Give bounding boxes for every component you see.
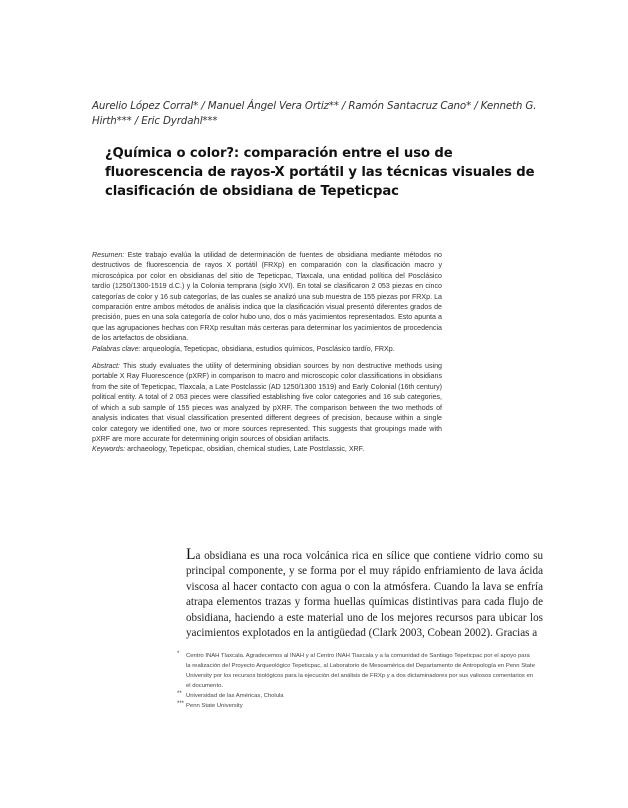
resumen-text: Este trabajo evalúa la utilidad de determinación de fuentes de obsidiana mediante métodos no destructivos de fluorescencia de rayos X portátil (FRXp) en comparación con la clasificación macro y microscópica por color en obsidianas del sitio de Tepeticpac, Tlaxcala, una entidad política del Posclásico tardío (1250/1300-1519 d.C.) y la Colonia temprana (siglo XVI). En total se clasificaron 2 053 piezas en cinco categorías de color y 16 sub categorías, de las cuales se analizó una sub muestra de 155 piezas por FRXp. La comparación entre ambos métodos de análisis indica que la clasificación visual presentó diferentes grados de precisión, pues en una sola categoría de color hubo uno, dos o más yacimientos representados. Esto apunta a que las agrupaciones hechas con FRXp resultan más certeras para determinar los yacimientos de procedencia de los artefactos de obsidiana. xyxy=(92,251,442,343)
abstract-spacer xyxy=(92,354,442,361)
article-title: ¿Química o color?: comparación entre el uso de fluorescencia de rayos-X portátil y las técnicas visuales de clasificación de obsidiana de Tepeticpac xyxy=(105,146,535,199)
footnote-mark: * xyxy=(177,651,180,657)
body-paragraph xyxy=(186,546,543,641)
footnote-text: Universidad de las Américas, Cholula xyxy=(186,692,284,699)
footnotes xyxy=(177,651,536,711)
abstracts-block xyxy=(92,250,442,455)
keywords-text: archaeology, Tepeticpac, obsidian, chemical studies, Late Postclassic, XRF. xyxy=(125,445,365,454)
abstract-paragraph xyxy=(92,361,442,444)
palabras-clave-paragraph xyxy=(92,344,442,354)
abstract-label: Abstract: xyxy=(92,362,120,371)
author-list: Aurelio López Corral* / Manuel Ángel Vera Ortiz** / Ramón Santacruz Cano* / Kenneth G. Hirth*** / Eric Dyrdahl*** xyxy=(92,100,537,127)
footnote-text: Penn State University xyxy=(186,702,243,709)
footnote xyxy=(177,690,536,702)
keywords-paragraph xyxy=(92,444,442,454)
resumen-label: Resumen: xyxy=(92,251,125,259)
footnote-text: Centro INAH Tlaxcala. Agradecemos al INAH y al Centro INAH Tlaxcala y a la comunidad de Santiago Tepeticpac por el apoyo para la realización del Proyecto Arqueológico Tepeticpac, al Laboratorio de Mesoamérica del Departamento de Antropología en Penn State University por los recursos biológicos para la ejecución del análisis de FRXp y a dos dictaminadores por sus valiosos comentarios en el documento. xyxy=(186,653,535,689)
footnote xyxy=(177,700,536,712)
resumen-paragraph xyxy=(92,250,442,344)
palabras-clave-label: Palabras clave: xyxy=(92,344,141,353)
drop-cap: L xyxy=(186,546,196,563)
body-text: a obsidiana es una roca volcánica rica en sílice que contiene vidrio como su principal componente, y se forma por el muy rápido enfriamiento de lava ácida viscosa al hacer contacto con agua o con la atmósfera. Cuando la lava se enfría atrapa elementos trazas y forma huellas químicas distintivas para cada flujo de obsidiana, haciendo a este material uno de los mejores recursos para ubicar los yacimientos explotados en la antigüedad (Clark 2003, Cobean 2002). Gracias a xyxy=(186,550,543,640)
keywords-label: Keywords: xyxy=(92,445,126,454)
footnote-mark: *** xyxy=(177,700,185,707)
abstract-text: This study evaluates the utility of determining obsidian sources by non destructive methods using portable X Ray Fluorescence (pXRF) in comparison to macro and microscopic color classifications in obsidians from the site of Tepeticpac, Tlaxcala, a Late Postclassic (AD 1250/1300 1519) and Early Colonial (16th century) political entity. A total of 2 053 pieces were classified establishing five color categories and 16 sub categories, of which a sub sample of 155 pieces was analyzed by pXRF. The comparison between the two methods of analysis indicates that visual classification presented different degrees of precision, because within a single color category we identified one, two or more sources represented. This suggests that groupings made with pXRF are more accurate for determining origin sources of obsidian artifacts. xyxy=(92,362,442,443)
footnote-mark: ** xyxy=(177,690,182,697)
palabras-clave-text: arqueología, Tepeticpac, obsidiana, estudios químicos, Posclásico tardío, FRXp. xyxy=(140,344,395,353)
footnote xyxy=(177,651,536,692)
